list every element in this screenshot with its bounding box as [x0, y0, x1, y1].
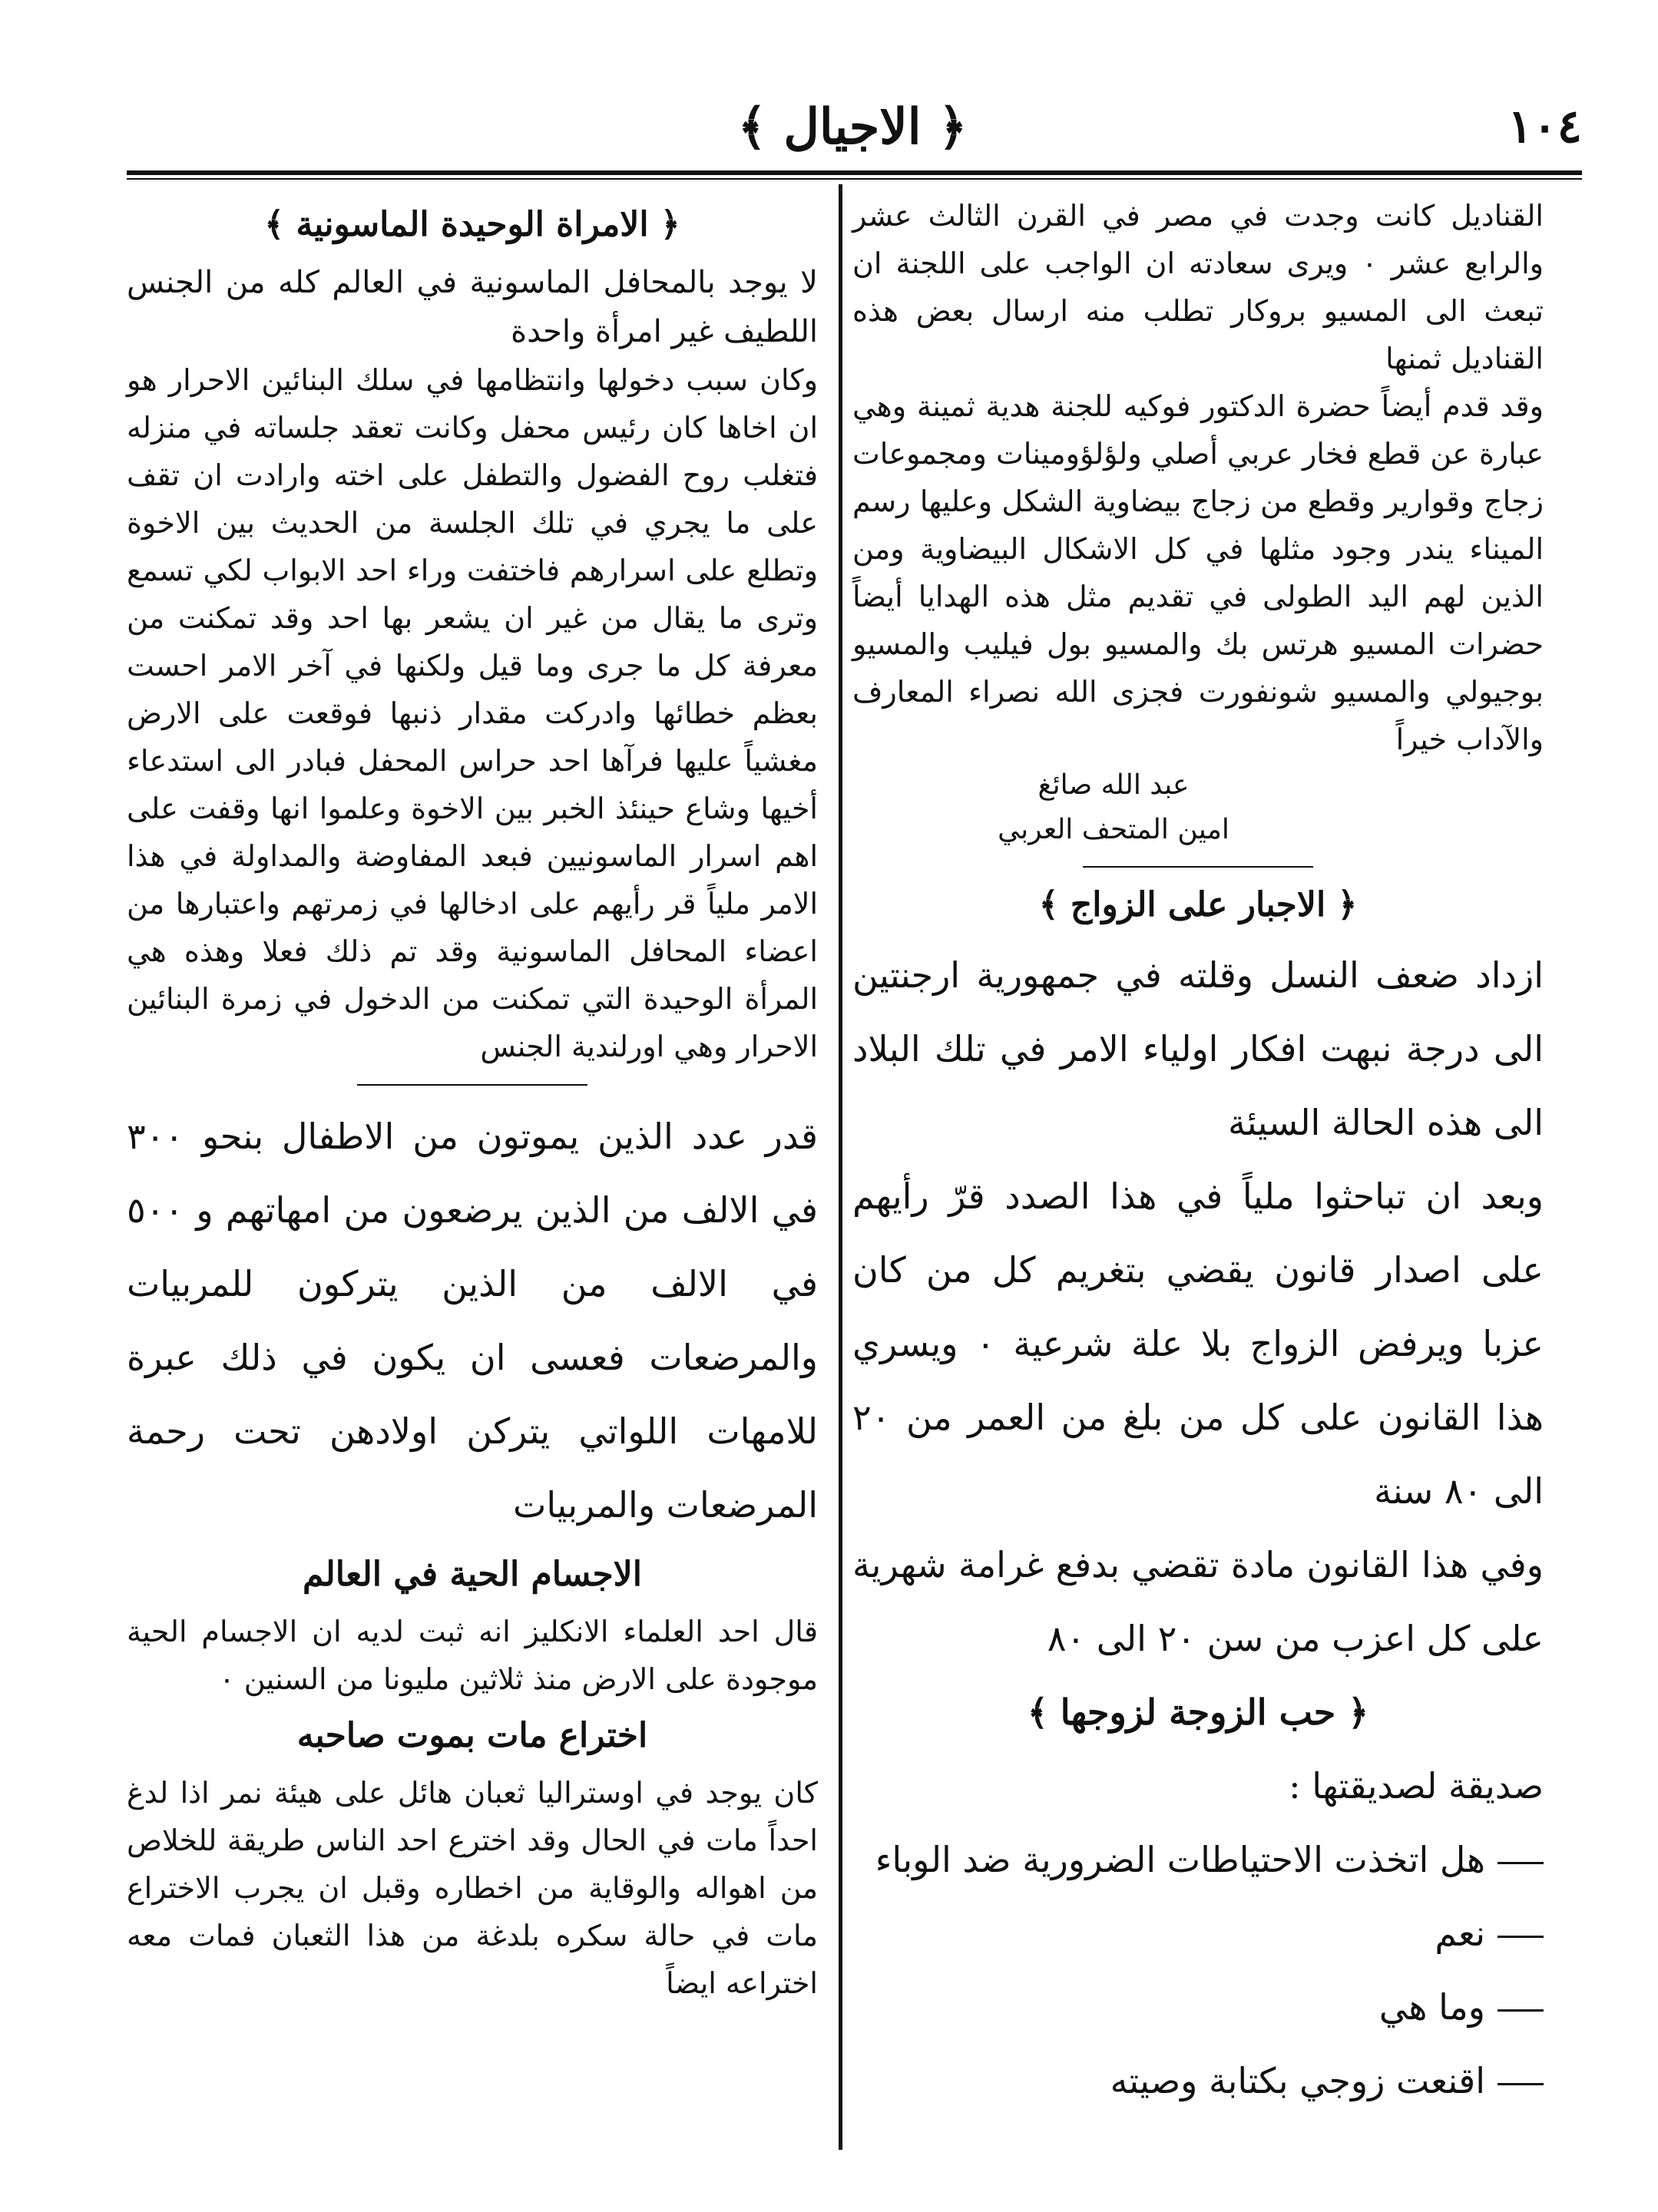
page-header — [123, 92, 1582, 169]
gift-paragraph: وقد قدم أيضاً حضرة الدكتور فوكيه للجنة هدية ثمينة وهي عبارة عن قطع فخار عربي أصلي ولؤلؤومينات ومجموعات زجاج وقوارير وقطع من زجاج بيضاوية الشكل وعليها رسم الميناء يندر وجود مثلها في كل الاشكال البيضاوية ومن الذين لهم اليد الطولى في تقديم مثل هذه الهدايا أيضاً حضرات المسيو هرتس بك والمسيو بول فيليب والمسيو بوجيولي والمسيو شونفورت فجزى الله نصراء المعارف والآداب خيراً — [852, 389, 1544, 756]
love-intro: صديقة لصديقتها : — [1289, 1765, 1544, 1807]
invention-paragraph: كان يوجد في اوستراليا ثعبان هائل على هيئة نمر اذا لدغ احداً مات في الحال وقد اخترع احد الناس طريقة للخلاص من اهواله والوقاية من اخطاره وقبل ان يجرب الاختراع مات في حالة سكره بلدغة من هذا الثعبان فمات معه اختراعه ايضاً — [127, 1776, 818, 2000]
dash-icon — [1497, 2083, 1544, 2085]
bodies-title: الاجسام الحية في العالم — [303, 1555, 642, 1594]
bodies-paragraph: قال احد العلماء الانكليز انه ثبت لديه ان الاجسام الحية موجودة على الارض منذ ثلاثين مليونا من السنين ٠ — [127, 1615, 818, 1696]
header-rule — [127, 170, 1582, 175]
header-rule-thin — [127, 178, 1582, 180]
right-column — [852, 192, 1544, 2118]
dialog-line — [852, 2044, 1544, 2118]
section-separator — [1083, 866, 1313, 868]
dialog-text: وما هي — [1378, 1986, 1485, 2028]
dialog-line — [852, 1896, 1544, 1970]
page-number: ١٠٤ — [1507, 100, 1582, 154]
woman-paragraph-1: لا يوجد بالمحافل الماسونية في العالم كله من الجنس اللطيف غير امرأة واحدة — [127, 265, 818, 349]
section-separator — [357, 1084, 587, 1086]
woman-title: ﴿ الامراة الوحيدة الماسونية ﴾ — [264, 205, 680, 244]
invention-title: اختراع مات بموت صاحبه — [296, 1716, 648, 1755]
dialog-text: هل اتخذت الاحتياطات الضرورية ضد الوباء — [875, 1839, 1485, 1880]
woman-paragraph-2: وكان سبب دخولها وانتظامها في سلك البنائين الاحرار هو ان اخاها كان رئيس محفل وكانت تعقد جلساته في منزله فتغلب روح الفضول والتطفل على اخته وارادت ان تقف على ما يجري في تلك الجلسة من الحديث بين الاخوة وتطلع على اسرارهم فاختفت وراء احد الابواب لكي تسمع وترى ما يقال من غير ان يشعر بها احد وقد تمكنت من معرفة كل ما جرى وما قيل ولكنها في آخر الامر احست بعظم خطائها وادركت مقدار ذنبها فوقعت على الارض مغشياً عليها فرآها احد حراس المحفل فبادر الى استدعاء أخيها وشاع حينئذ الخبر بين الاخوة وعلموا انها وقفت على اهم اسرار الماسونيين فبعد المفاوضة والمداولة في هذا الامر ملياً قر رأيهم على ادخالها في زمرتهم واعتبارها من اعضاء المحافل الماسونية وقد تم ذلك فعلا وهذه هي المرأة الوحيدة التي تمكنت من الدخول في زمرة البنائين الاحرار وهي اورلندية الجنس — [127, 363, 818, 1063]
dialog-text: اقنعت زوجي بكتابة وصيته — [1110, 2060, 1485, 2101]
dialog-line — [852, 1823, 1544, 1896]
signature-title: امين المتحف العربي — [998, 814, 1229, 845]
left-column — [127, 192, 818, 2007]
marriage-paragraph-3: وفي هذا القانون مادة تقضي بدفع غرامة شهرية على كل اعزب من سن ٢٠ الى ٨٠ — [852, 1544, 1544, 1659]
page-title: ﴿ الاجيال ﴾ — [737, 98, 968, 156]
column-divider — [839, 184, 842, 2150]
dash-icon — [1497, 2009, 1544, 2012]
infants-paragraph: قدر عدد الذين يموتون من الاطفال بنحو ٣٠٠ في الالف من الذين يرضعون من امهاتهم و ٥٠٠ في الالف من الذين يتركون للمربيات والمرضعات فعسى ان يكون في ذلك عبرة للامهات اللواتي يتركن اولادهن تحت رحمة المرضعات والمربيات — [127, 1116, 818, 1526]
dialog-line — [852, 1970, 1544, 2044]
dash-icon — [1497, 1936, 1544, 1938]
marriage-paragraph-1: ازداد ضعف النسل وقلته في جمهورية ارجنتين الى درجة نبهت افكار اولياء الامر في تلك البلاد الى هذه الحالة السيئة — [852, 954, 1544, 1143]
signature — [852, 763, 1544, 852]
lamps-paragraph: القناديل كانت وجدت في مصر في القرن الثالث عشر والرابع عشر ٠ ويرى سعادته ان الواجب على اللجنة ان تبعث الى المسيو بروكار تطلب منه ارسال بعض هذه القناديل ثمنها — [852, 199, 1544, 375]
signature-name: عبد الله صائغ — [1037, 769, 1190, 801]
dialog-text: نعم — [1435, 1913, 1485, 1954]
love-title: ﴿ حب الزوجة لزوجها ﴾ — [1027, 1691, 1369, 1733]
dash-icon — [1497, 1862, 1544, 1864]
marriage-title: ﴿ الاجبار على الزواج ﴾ — [1038, 885, 1358, 924]
marriage-paragraph-2: وبعد ان تباحثوا ملياً في هذا الصدد قرّ رأيهم على اصدار قانون يقضي بتغريم كل من كان عزبا ويرفض الزواج بلا علة شرعية ٠ ويسري هذا القانون على كل من بلغ من العمر من ٢٠ الى ٨٠ سنة — [852, 1175, 1544, 1512]
